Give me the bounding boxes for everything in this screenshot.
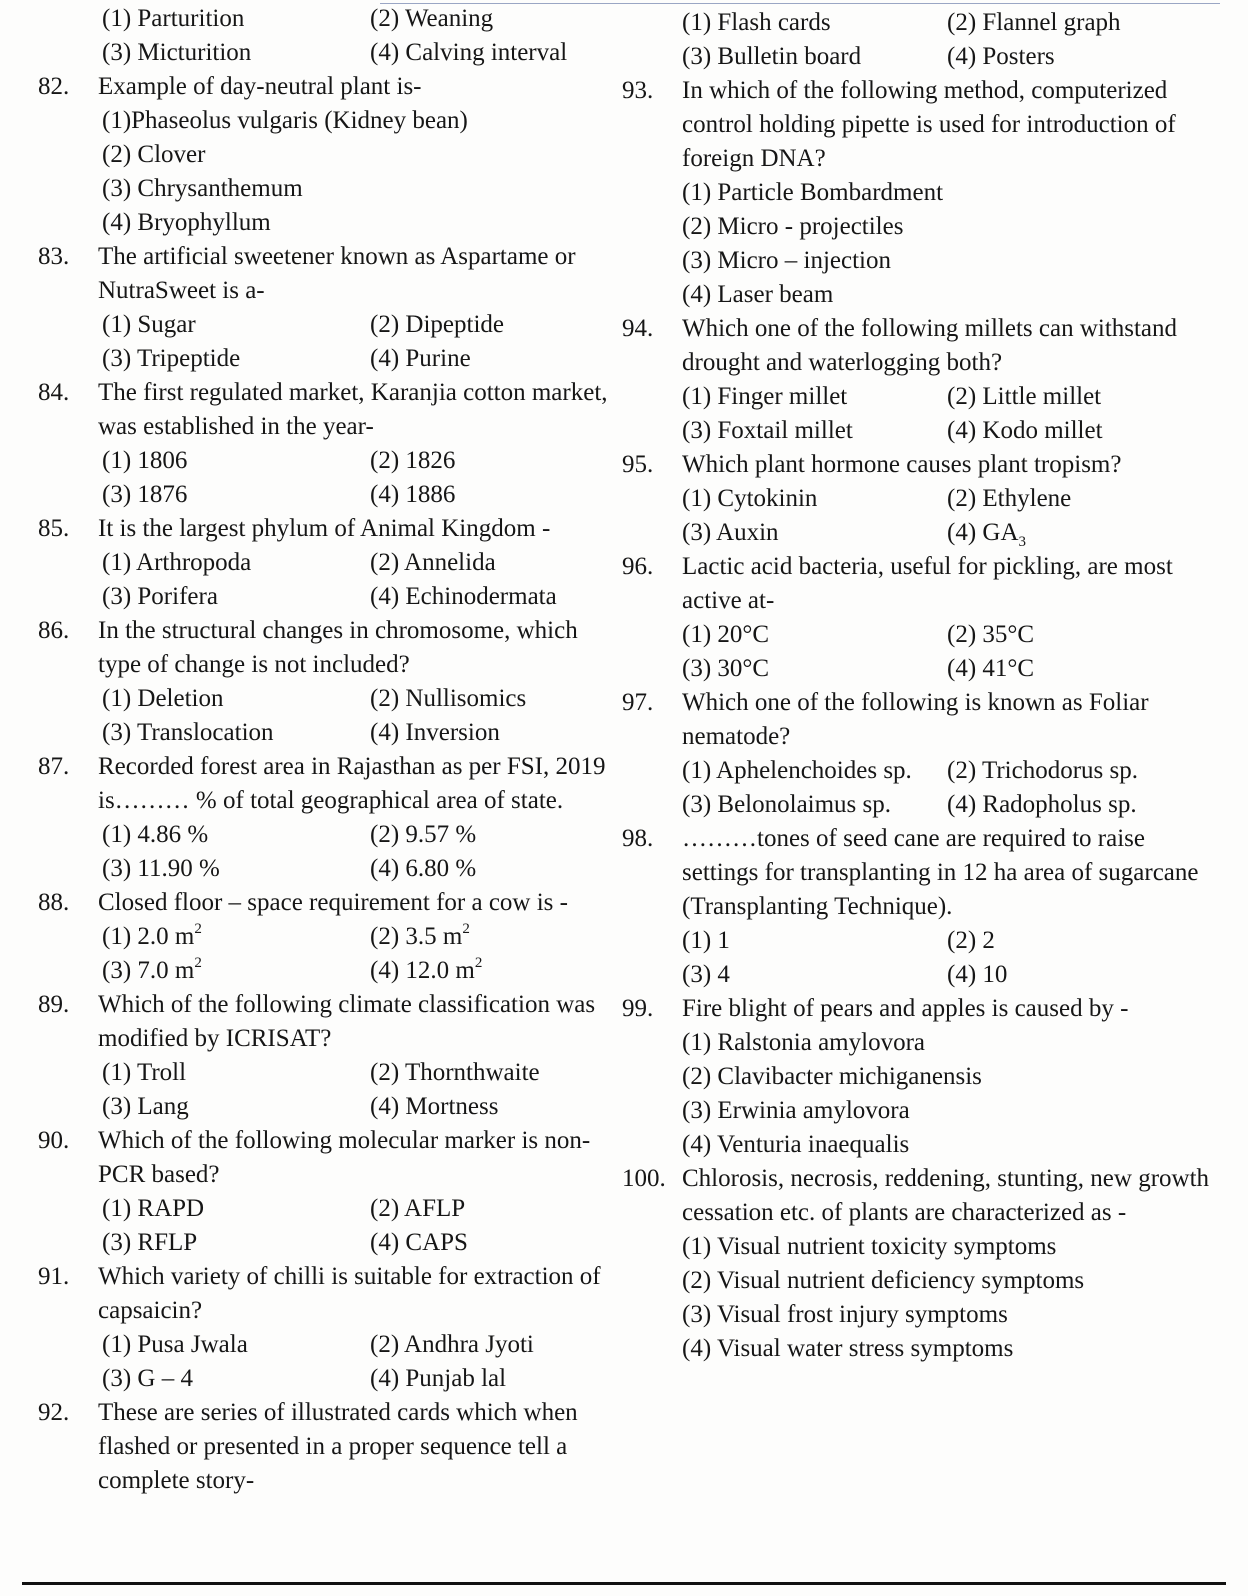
right-column <box>622 0 1212 1366</box>
option: (2) Trichodorus sp. <box>947 757 1138 784</box>
option: (2) 9.57 % <box>370 821 477 848</box>
option-text: (1) 2.0 m <box>102 923 195 950</box>
question-stem: Lactic acid bacteria, useful for pickling, are most active at- <box>682 553 1173 614</box>
question-81-options-continued <box>38 2 618 70</box>
question-92 <box>38 1396 618 1498</box>
superscript: 2 <box>474 954 483 971</box>
question-stem: Which one of the following millets can withstand drought and waterlogging both? <box>682 315 1178 376</box>
option: (3) 30°C <box>682 655 770 682</box>
option: (3) G – 4 <box>102 1365 193 1392</box>
question-91 <box>38 1260 618 1396</box>
question-number: 97. <box>622 689 654 716</box>
superscript: 2 <box>194 954 202 971</box>
question-93 <box>622 74 1212 312</box>
option: (4) Posters <box>947 43 1055 70</box>
option: (4) Laser beam <box>682 281 834 308</box>
option <box>370 954 482 988</box>
question-number: 87. <box>38 753 70 780</box>
option: (2) Visual nutrient deficiency symptoms <box>682 1267 1085 1294</box>
option: (1) Arthropoda <box>102 549 252 576</box>
option <box>947 516 1026 550</box>
option: (1) Cytokinin <box>682 485 818 512</box>
question-stem: In the structural changes in chromosome, which type of change is not included? <box>98 617 578 678</box>
option: (2) Little millet <box>947 383 1102 410</box>
question-82 <box>38 70 618 240</box>
question-number: 96. <box>622 553 654 580</box>
option: (1) 1806 <box>102 447 188 474</box>
option: (2) 2 <box>947 927 995 954</box>
option: (1) Particle Bombardment <box>682 179 944 206</box>
option: (2) Ethylene <box>947 485 1072 512</box>
option: (3) Foxtail millet <box>682 417 853 444</box>
option: (1) 1 <box>682 927 730 954</box>
question-87 <box>38 750 618 886</box>
question-96 <box>622 550 1212 686</box>
question-stem: Which of the following molecular marker is non-PCR based? <box>98 1127 591 1188</box>
question-stem: Recorded forest area in Rajasthan as per FSI, 2019 is……… % of total geographical area of state. <box>98 753 606 814</box>
question-97 <box>622 686 1212 822</box>
option: (3) Tripeptide <box>102 345 241 372</box>
question-stem: Which variety of chilli is suitable for extraction of capsaicin? <box>98 1263 601 1324</box>
option: (3) Lang <box>102 1093 189 1120</box>
question-stem: Example of day-neutral plant is- <box>98 73 422 100</box>
question-stem: Chlorosis, necrosis, reddening, stunting, new growth cessation etc. of plants are characterized as - <box>682 1165 1210 1226</box>
option: (4) 41°C <box>947 655 1035 682</box>
option-text: (2) 3.5 m <box>370 923 463 950</box>
question-number: 91. <box>38 1263 70 1290</box>
question-stem: Which one of the following is known as Foliar nematode? <box>682 689 1149 750</box>
option: (2) Clavibacter michiganensis <box>682 1063 982 1090</box>
option: (1) Deletion <box>102 685 224 712</box>
question-number: 84. <box>38 379 70 406</box>
question-stem: ………tones of seed cane are required to raise settings for transplanting in 12 ha area of sugarcane (Transplanting Technique). <box>682 825 1199 920</box>
question-stem: Closed floor – space requirement for a cow is - <box>98 889 568 916</box>
question-84 <box>38 376 618 512</box>
question-94 <box>622 312 1212 448</box>
option: (1) Flash cards <box>682 9 831 36</box>
question-100 <box>622 1162 1212 1366</box>
option: (4) Inversion <box>370 719 500 746</box>
question-number: 98. <box>622 825 654 852</box>
question-number: 90. <box>38 1127 70 1154</box>
option: (4) 6.80 % <box>370 855 477 882</box>
option: (1) Finger millet <box>682 383 848 410</box>
question-number: 94. <box>622 315 654 342</box>
option: (3) Micro – injection <box>682 247 891 274</box>
option: (4) Venturia inaequalis <box>682 1131 910 1158</box>
option: (3) Auxin <box>682 519 779 546</box>
question-stem: The artificial sweetener known as Aspartame or NutraSweet is a- <box>98 243 576 304</box>
option: (2) Micro - projectiles <box>682 213 904 240</box>
option: (4) 1886 <box>370 481 456 508</box>
question-number: 82. <box>38 73 70 100</box>
question-88 <box>38 886 618 988</box>
question-stem: Which of the following climate classification was modified by ICRISAT? <box>98 991 596 1052</box>
option: (3) Translocation <box>102 719 274 746</box>
option: (3) Erwinia amylovora <box>682 1097 910 1124</box>
option: (1) Pusa Jwala <box>102 1331 248 1358</box>
option: (3) Bulletin board <box>682 43 862 70</box>
option: (1)Phaseolus vulgaris (Kidney bean) <box>102 107 468 134</box>
option: (3) Micturition <box>102 39 252 66</box>
option: (3) Chrysanthemum <box>102 175 303 202</box>
option: (4) Bryophyllum <box>102 209 271 236</box>
option: (1) 4.86 % <box>102 821 209 848</box>
option: (1) RAPD <box>102 1195 205 1222</box>
question-number: 100. <box>622 1165 666 1192</box>
option: (3) 4 <box>682 961 730 988</box>
option: (4) Calving interval <box>370 39 568 66</box>
option: (4) Visual water stress symptoms <box>682 1335 1014 1362</box>
option <box>102 920 370 954</box>
question-86 <box>38 614 618 750</box>
question-number: 86. <box>38 617 70 644</box>
option: (2) Andhra Jyoti <box>370 1331 534 1358</box>
option: (3) Belonolaimus sp. <box>682 791 892 818</box>
option: (4) Echinodermata <box>370 583 557 610</box>
option: (4) 10 <box>947 961 1008 988</box>
option: (1) Troll <box>102 1059 187 1086</box>
question-number: 89. <box>38 991 70 1018</box>
option-text: (4) 12.0 m <box>370 957 475 984</box>
question-83 <box>38 240 618 376</box>
question-98 <box>622 822 1212 992</box>
question-number: 99. <box>622 995 654 1022</box>
left-column <box>38 0 618 1498</box>
question-stem: Fire blight of pears and apples is caused by - <box>682 995 1129 1022</box>
question-number: 85. <box>38 515 70 542</box>
option: (2) AFLP <box>370 1195 466 1222</box>
question-90 <box>38 1124 618 1260</box>
option: (1) Parturition <box>102 5 245 32</box>
question-89 <box>38 988 618 1124</box>
option: (4) CAPS <box>370 1229 468 1256</box>
question-number: 95. <box>622 451 654 478</box>
question-99 <box>622 992 1212 1162</box>
option: (3) Visual frost injury symptoms <box>682 1301 1008 1328</box>
option: (2) Clover <box>102 141 206 168</box>
option: (4) Mortness <box>370 1093 499 1120</box>
question-stem: The first regulated market, Karanjia cotton market, was established in the year- <box>98 379 608 440</box>
question-number: 93. <box>622 77 654 104</box>
question-85 <box>38 512 618 614</box>
option: (3) RFLP <box>102 1229 198 1256</box>
option: (2) Thornthwaite <box>370 1059 540 1086</box>
option: (2) Weaning <box>370 5 494 32</box>
subscript: 3 <box>1018 534 1027 550</box>
question-number: 88. <box>38 889 70 916</box>
option: (4) Punjab lal <box>370 1365 507 1392</box>
option: (2) Annelida <box>370 549 496 576</box>
option: (1) Sugar <box>102 311 196 338</box>
option <box>102 954 370 988</box>
option: (4) Radopholus sp. <box>947 791 1137 818</box>
question-number: 83. <box>38 243 70 270</box>
option: (1) 20°C <box>682 621 770 648</box>
superscript: 2 <box>194 920 202 937</box>
question-stem: In which of the following method, computerized control holding pipette is used for introduction of foreign DNA? <box>682 77 1176 172</box>
option: (2) Flannel graph <box>947 9 1121 36</box>
option <box>370 920 470 954</box>
option: (2) Dipeptide <box>370 311 504 338</box>
question-92-options-continued <box>622 6 1212 74</box>
question-stem: It is the largest phylum of Animal Kingdom - <box>98 515 551 542</box>
question-number: 92. <box>38 1399 70 1426</box>
question-stem: These are series of illustrated cards which when flashed or presented in a proper sequence tell a complete story- <box>98 1399 578 1494</box>
option: (4) Purine <box>370 345 471 372</box>
option: (4) Kodo millet <box>947 417 1103 444</box>
question-stem: Which plant hormone causes plant tropism? <box>682 451 1122 478</box>
option-text: (4) GA <box>947 519 1019 546</box>
question-95 <box>622 448 1212 550</box>
option: (1) Visual nutrient toxicity symptoms <box>682 1233 1057 1260</box>
option-text: (3) 7.0 m <box>102 957 195 984</box>
option: (1) Ralstonia amylovora <box>682 1029 925 1056</box>
option: (3) 1876 <box>102 481 188 508</box>
option: (2) 35°C <box>947 621 1035 648</box>
option: (3) 11.90 % <box>102 855 220 882</box>
option: (2) Nullisomics <box>370 685 527 712</box>
option: (2) 1826 <box>370 447 456 474</box>
superscript: 2 <box>462 920 470 937</box>
option: (1) Aphelenchoides sp. <box>682 757 912 784</box>
option: (3) Porifera <box>102 583 218 610</box>
bottom-rule <box>22 1582 1226 1585</box>
